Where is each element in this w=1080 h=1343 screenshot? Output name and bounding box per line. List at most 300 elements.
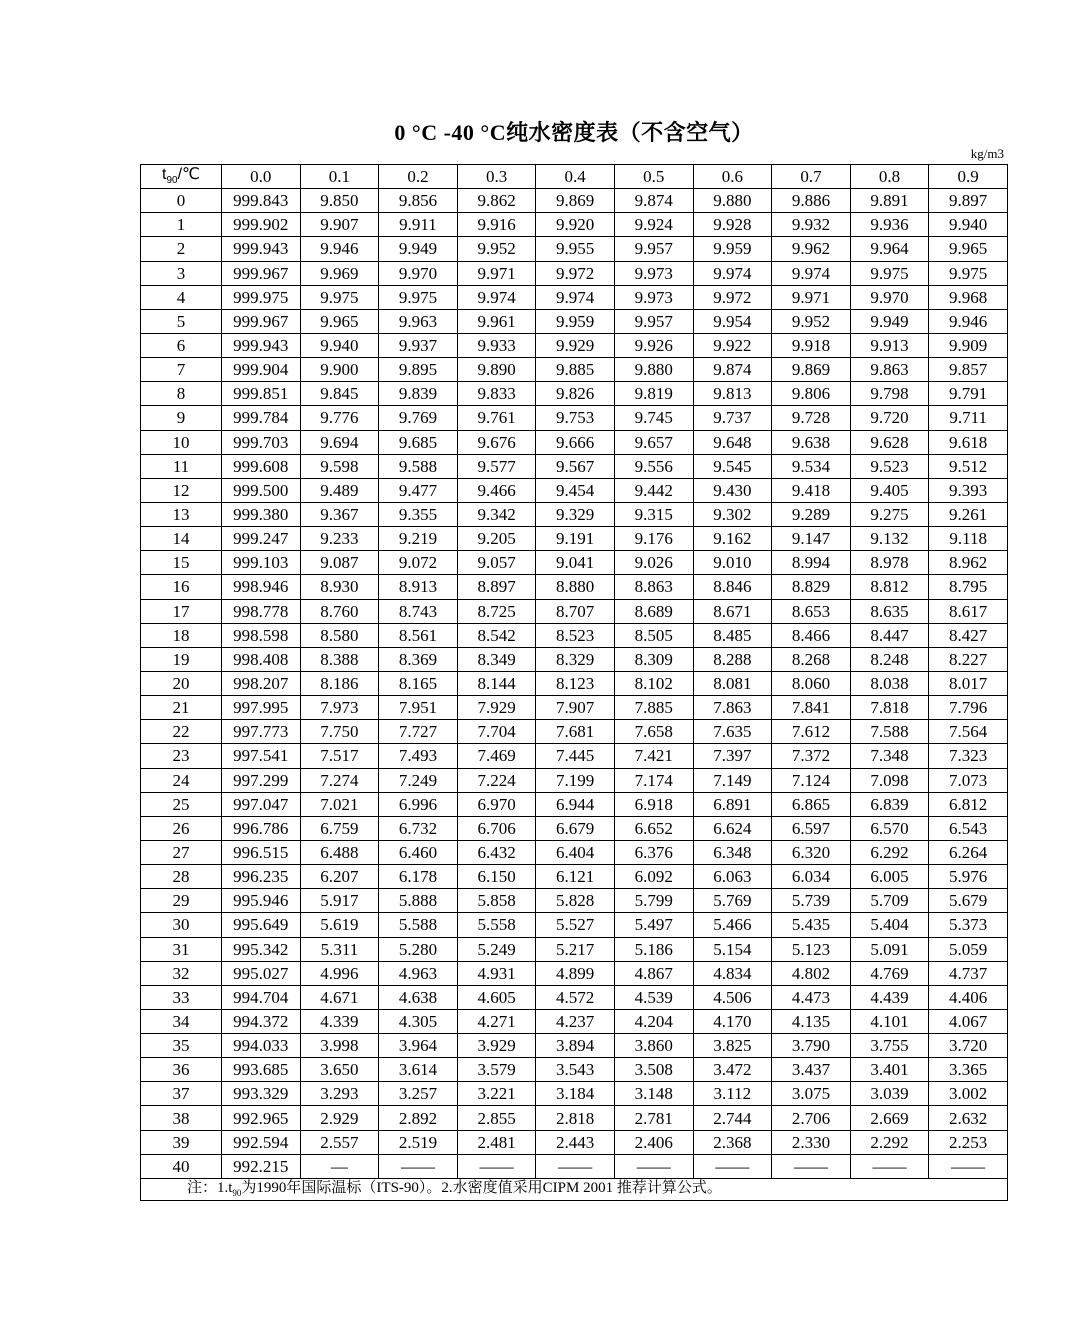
density-value-cell: 6.891 (693, 792, 772, 816)
density-value-cell: 2.557 (300, 1130, 379, 1154)
density-value-cell: 2.406 (614, 1130, 693, 1154)
density-value-cell: 9.676 (457, 430, 536, 454)
density-value-cell: 9.191 (536, 527, 615, 551)
row-temperature-cell: 29 (141, 889, 222, 913)
density-value-cell: 3.002 (929, 1082, 1008, 1106)
density-value-cell: 2.855 (457, 1106, 536, 1130)
density-value-cell: 7.658 (614, 720, 693, 744)
density-value-cell: 7.098 (850, 768, 929, 792)
density-value-cell: 7.348 (850, 744, 929, 768)
density-value-cell: 8.760 (300, 599, 379, 623)
density-value-cell: 3.293 (300, 1082, 379, 1106)
density-value-cell: 9.949 (850, 309, 929, 333)
density-value-cell: 7.021 (300, 792, 379, 816)
density-value-cell: 5.527 (536, 913, 615, 937)
table-row (141, 551, 1008, 575)
density-value-cell: 999.380 (222, 502, 301, 526)
density-value-cell: 4.101 (850, 1009, 929, 1033)
density-value-cell: 6.092 (614, 865, 693, 889)
density-value-cell: 9.880 (614, 358, 693, 382)
table-row (141, 1058, 1008, 1082)
density-value-cell: 997.047 (222, 792, 301, 816)
row-temperature-cell: 22 (141, 720, 222, 744)
density-value-cell: 9.891 (850, 189, 929, 213)
density-value-cell: 9.798 (850, 382, 929, 406)
density-value-cell: 9.556 (614, 454, 693, 478)
density-value-cell: 8.962 (929, 551, 1008, 575)
density-value-cell: 9.937 (379, 333, 458, 357)
row-temperature-cell: 11 (141, 454, 222, 478)
density-value-cell: 9.963 (379, 309, 458, 333)
row-temperature-cell: 35 (141, 1034, 222, 1058)
density-value-cell: 999.843 (222, 189, 301, 213)
density-value-cell: 5.123 (772, 937, 851, 961)
density-value-cell: 4.406 (929, 985, 1008, 1009)
density-value-cell: 5.917 (300, 889, 379, 913)
table-row (141, 527, 1008, 551)
table-row (141, 1106, 1008, 1130)
temp-subscript: 90 (166, 175, 178, 187)
density-value-cell: 7.224 (457, 768, 536, 792)
density-value-cell: 9.648 (693, 430, 772, 454)
density-value-cell: 9.489 (300, 478, 379, 502)
density-value-cell: 8.913 (379, 575, 458, 599)
table-row (141, 961, 1008, 985)
row-temperature-cell: 25 (141, 792, 222, 816)
density-value-cell: 9.926 (614, 333, 693, 357)
column-header-cell: 0.9 (929, 165, 1008, 189)
row-temperature-cell: 0 (141, 189, 222, 213)
density-value-cell: 9.890 (457, 358, 536, 382)
density-value-cell: 7.588 (850, 720, 929, 744)
density-value-cell: 8.880 (536, 575, 615, 599)
density-value-cell: 9.936 (850, 213, 929, 237)
table-row (141, 454, 1008, 478)
row-temperature-cell: 2 (141, 237, 222, 261)
density-value-cell: 8.466 (772, 623, 851, 647)
density-value-cell: 9.072 (379, 551, 458, 575)
density-value-cell: 8.248 (850, 647, 929, 671)
density-value-cell: 9.862 (457, 189, 536, 213)
density-value-cell: 2.892 (379, 1106, 458, 1130)
density-value-cell: 9.618 (929, 430, 1008, 454)
density-value-cell: 7.818 (850, 696, 929, 720)
density-value-cell: 9.737 (693, 406, 772, 430)
density-value-cell: 9.907 (300, 213, 379, 237)
density-value-cell: 2.706 (772, 1106, 851, 1130)
density-value-cell: 9.975 (300, 285, 379, 309)
density-value-cell: 4.899 (536, 961, 615, 985)
density-value-cell: 9.534 (772, 454, 851, 478)
density-value-cell: 9.972 (693, 285, 772, 309)
density-value-cell: 9.928 (693, 213, 772, 237)
density-value-cell: 7.727 (379, 720, 458, 744)
density-value-cell: 9.965 (929, 237, 1008, 261)
density-value-cell: 9.761 (457, 406, 536, 430)
density-value-cell: 7.885 (614, 696, 693, 720)
density-value-cell: 7.073 (929, 768, 1008, 792)
density-value-cell: 6.759 (300, 816, 379, 840)
row-temperature-cell: 5 (141, 309, 222, 333)
density-value-cell: 5.404 (850, 913, 929, 937)
density-value-cell: 7.249 (379, 768, 458, 792)
density-value-cell: 9.895 (379, 358, 458, 382)
density-value-cell: 7.274 (300, 768, 379, 792)
row-temperature-cell: 31 (141, 937, 222, 961)
row-temperature-cell: 19 (141, 647, 222, 671)
density-value-cell: 999.943 (222, 237, 301, 261)
density-value-cell: 995.027 (222, 961, 301, 985)
density-value-cell: 8.635 (850, 599, 929, 623)
density-value-cell: 9.961 (457, 309, 536, 333)
density-value-cell: 9.885 (536, 358, 615, 382)
row-temperature-cell: 30 (141, 913, 222, 937)
density-value-cell: 5.558 (457, 913, 536, 937)
density-value-cell: 995.946 (222, 889, 301, 913)
density-value-cell: 999.943 (222, 333, 301, 357)
density-value-cell: 9.588 (379, 454, 458, 478)
density-value-cell: 9.454 (536, 478, 615, 502)
density-value-cell: 9.769 (379, 406, 458, 430)
density-value-cell: 9.010 (693, 551, 772, 575)
density-value-cell: 8.144 (457, 671, 536, 695)
density-value-cell: 9.880 (693, 189, 772, 213)
density-value-cell: 6.207 (300, 865, 379, 889)
table-row (141, 430, 1008, 454)
table-row (141, 647, 1008, 671)
table-row (141, 816, 1008, 840)
density-value-cell: 3.039 (850, 1082, 929, 1106)
density-value-cell: 9.577 (457, 454, 536, 478)
table-row (141, 1154, 1008, 1178)
density-value-cell: 3.964 (379, 1034, 458, 1058)
row-temperature-cell: 9 (141, 406, 222, 430)
density-value-cell: 3.508 (614, 1058, 693, 1082)
density-value-cell: 9.962 (772, 237, 851, 261)
density-value-cell: —— (536, 1154, 615, 1178)
density-value-cell: 2.818 (536, 1106, 615, 1130)
density-value-cell: 7.750 (300, 720, 379, 744)
density-value-cell: 9.957 (614, 309, 693, 333)
density-value-cell: 8.795 (929, 575, 1008, 599)
density-value-cell: 3.755 (850, 1034, 929, 1058)
density-value-cell: 9.959 (536, 309, 615, 333)
density-value-cell: 8.081 (693, 671, 772, 695)
density-value-cell: 9.974 (693, 261, 772, 285)
density-value-cell: 8.617 (929, 599, 1008, 623)
density-value-cell: 9.971 (772, 285, 851, 309)
row-temperature-cell: 7 (141, 358, 222, 382)
density-value-cell: 5.311 (300, 937, 379, 961)
density-value-cell: 999.904 (222, 358, 301, 382)
density-value-cell: 9.302 (693, 502, 772, 526)
density-value-cell: —— (457, 1154, 536, 1178)
density-value-cell: 8.268 (772, 647, 851, 671)
note-row (141, 1178, 1008, 1200)
density-value-cell: 8.165 (379, 671, 458, 695)
column-header-cell: 0.2 (379, 165, 458, 189)
density-value-cell: 9.959 (693, 237, 772, 261)
density-value-cell: 7.841 (772, 696, 851, 720)
density-value-cell: 992.215 (222, 1154, 301, 1178)
density-value-cell: 996.235 (222, 865, 301, 889)
density-value-cell: 9.405 (850, 478, 929, 502)
density-value-cell: 6.679 (536, 816, 615, 840)
density-value-cell: 9.147 (772, 527, 851, 551)
table-row (141, 1034, 1008, 1058)
density-value-cell: 3.401 (850, 1058, 929, 1082)
row-temperature-cell: 12 (141, 478, 222, 502)
density-value-cell: 9.974 (772, 261, 851, 285)
density-value-cell: 4.539 (614, 985, 693, 1009)
density-value-cell: 8.388 (300, 647, 379, 671)
density-value-cell: 4.867 (614, 961, 693, 985)
row-temperature-cell: 4 (141, 285, 222, 309)
table-row (141, 333, 1008, 357)
table-row (141, 720, 1008, 744)
density-value-cell: 5.709 (850, 889, 929, 913)
table-row (141, 792, 1008, 816)
density-value-cell: 7.124 (772, 768, 851, 792)
density-value-cell: 2.632 (929, 1106, 1008, 1130)
density-value-cell: 6.918 (614, 792, 693, 816)
density-value-cell: 6.652 (614, 816, 693, 840)
density-value-cell: 9.638 (772, 430, 851, 454)
density-value-cell: 9.946 (929, 309, 1008, 333)
density-value-cell: 995.342 (222, 937, 301, 961)
density-value-cell: 5.619 (300, 913, 379, 937)
density-value-cell: 5.888 (379, 889, 458, 913)
density-value-cell: 5.799 (614, 889, 693, 913)
density-value-cell: 998.598 (222, 623, 301, 647)
density-value-cell: 9.694 (300, 430, 379, 454)
density-value-cell: 4.170 (693, 1009, 772, 1033)
density-value-cell: 6.292 (850, 840, 929, 864)
density-value-cell: 7.397 (693, 744, 772, 768)
density-value-cell: 8.038 (850, 671, 929, 695)
density-value-cell: 8.580 (300, 623, 379, 647)
table-row (141, 696, 1008, 720)
row-temperature-cell: 1 (141, 213, 222, 237)
density-value-cell: 7.174 (614, 768, 693, 792)
density-value-cell: 2.443 (536, 1130, 615, 1154)
density-value-cell: 997.299 (222, 768, 301, 792)
density-value-cell: 9.932 (772, 213, 851, 237)
table-row (141, 358, 1008, 382)
density-value-cell: 2.330 (772, 1130, 851, 1154)
density-value-cell: 9.219 (379, 527, 458, 551)
density-value-cell: 4.135 (772, 1009, 851, 1033)
density-value-cell: 9.900 (300, 358, 379, 382)
density-value-cell: 9.275 (850, 502, 929, 526)
column-header-cell: 0.3 (457, 165, 536, 189)
density-value-cell: 9.367 (300, 502, 379, 526)
density-value-cell: 999.608 (222, 454, 301, 478)
density-value-cell: 9.940 (300, 333, 379, 357)
density-value-cell: 997.995 (222, 696, 301, 720)
density-value-cell: 8.994 (772, 551, 851, 575)
density-value-cell: 9.970 (379, 261, 458, 285)
density-value-cell: 3.221 (457, 1082, 536, 1106)
density-value-cell: 9.087 (300, 551, 379, 575)
table-row (141, 623, 1008, 647)
density-value-cell: 998.946 (222, 575, 301, 599)
table-row (141, 744, 1008, 768)
density-value-cell: 9.329 (536, 502, 615, 526)
density-value-cell: 9.685 (379, 430, 458, 454)
density-value-cell: 7.445 (536, 744, 615, 768)
density-value-cell: 5.739 (772, 889, 851, 913)
density-value-cell: 9.466 (457, 478, 536, 502)
density-value-cell: 4.671 (300, 985, 379, 1009)
density-value-cell: 999.967 (222, 309, 301, 333)
row-temperature-cell: 26 (141, 816, 222, 840)
density-value-cell: 3.998 (300, 1034, 379, 1058)
table-row (141, 1130, 1008, 1154)
table-row (141, 575, 1008, 599)
table-row (141, 768, 1008, 792)
density-value-cell: 9.916 (457, 213, 536, 237)
density-value-cell: 9.952 (772, 309, 851, 333)
table-row (141, 985, 1008, 1009)
row-temperature-cell: 6 (141, 333, 222, 357)
density-value-cell: 8.288 (693, 647, 772, 671)
table-row (141, 478, 1008, 502)
density-value-cell: 5.828 (536, 889, 615, 913)
density-value-cell: 9.920 (536, 213, 615, 237)
row-temperature-cell: 20 (141, 671, 222, 695)
density-value-cell: 3.614 (379, 1058, 458, 1082)
density-value-cell: 993.329 (222, 1082, 301, 1106)
density-value-cell: 8.671 (693, 599, 772, 623)
density-value-cell: —— (772, 1154, 851, 1178)
density-value-cell: 9.850 (300, 189, 379, 213)
density-value-cell: 9.776 (300, 406, 379, 430)
density-value-cell: 2.781 (614, 1106, 693, 1130)
density-value-cell: 9.657 (614, 430, 693, 454)
density-value-cell: 9.964 (850, 237, 929, 261)
density-value-cell: 9.118 (929, 527, 1008, 551)
density-value-cell: 3.825 (693, 1034, 772, 1058)
density-value-cell: 9.567 (536, 454, 615, 478)
table-row (141, 309, 1008, 333)
density-value-cell: 992.594 (222, 1130, 301, 1154)
density-value-cell: 6.944 (536, 792, 615, 816)
footnote-prefix: 注：1.t (187, 1179, 233, 1196)
density-value-cell: 7.796 (929, 696, 1008, 720)
table-row (141, 502, 1008, 526)
column-header-cell: 0.6 (693, 165, 772, 189)
density-value-cell: 5.679 (929, 889, 1008, 913)
column-header-cell: 0.8 (850, 165, 929, 189)
density-value-cell: 9.974 (536, 285, 615, 309)
density-value-cell: 7.517 (300, 744, 379, 768)
density-value-cell: 6.034 (772, 865, 851, 889)
density-value-cell: 8.060 (772, 671, 851, 695)
density-value-cell: 994.033 (222, 1034, 301, 1058)
density-value-cell: 4.339 (300, 1009, 379, 1033)
density-value-cell: 9.975 (379, 285, 458, 309)
row-temperature-cell: 34 (141, 1009, 222, 1033)
density-value-cell: 2.669 (850, 1106, 929, 1130)
density-value-cell: 8.017 (929, 671, 1008, 695)
density-value-cell: 7.704 (457, 720, 536, 744)
row-temperature-cell: 38 (141, 1106, 222, 1130)
row-temperature-cell: 40 (141, 1154, 222, 1178)
column-header-cell: 0.7 (772, 165, 851, 189)
density-value-cell: 6.996 (379, 792, 458, 816)
density-value-cell: 9.342 (457, 502, 536, 526)
density-value-cell: 6.264 (929, 840, 1008, 864)
density-value-cell: 8.309 (614, 647, 693, 671)
density-value-cell: 5.858 (457, 889, 536, 913)
density-value-cell: 9.949 (379, 237, 458, 261)
density-value-cell: 3.579 (457, 1058, 536, 1082)
density-value-cell: —— (850, 1154, 929, 1178)
density-value-cell: 6.460 (379, 840, 458, 864)
density-value-cell: 9.974 (457, 285, 536, 309)
density-value-cell: —— (379, 1154, 458, 1178)
density-value-cell: 9.826 (536, 382, 615, 406)
density-value-cell: 5.373 (929, 913, 1008, 937)
table-row (141, 599, 1008, 623)
footnote-subscript: 90 (232, 1187, 242, 1198)
density-value-cell: 5.217 (536, 937, 615, 961)
density-value-cell: 5.186 (614, 937, 693, 961)
density-value-cell: 3.075 (772, 1082, 851, 1106)
row-temperature-cell: 3 (141, 261, 222, 285)
density-value-cell: 7.323 (929, 744, 1008, 768)
density-value-cell: 5.059 (929, 937, 1008, 961)
density-value-cell: 995.649 (222, 913, 301, 937)
density-value-cell: 9.874 (614, 189, 693, 213)
density-value-cell: 6.320 (772, 840, 851, 864)
density-value-cell: 9.972 (536, 261, 615, 285)
row-temperature-cell: 24 (141, 768, 222, 792)
table-row (141, 285, 1008, 309)
density-value-cell: 8.523 (536, 623, 615, 647)
density-value-cell: 6.543 (929, 816, 1008, 840)
density-value-cell: 2.744 (693, 1106, 772, 1130)
document-title: 0 °C -40 °C纯水密度表（不含空气） (394, 120, 754, 145)
density-value-cell: 7.612 (772, 720, 851, 744)
density-value-cell: 5.769 (693, 889, 772, 913)
density-value-cell: 3.365 (929, 1058, 1008, 1082)
density-value-cell: 6.150 (457, 865, 536, 889)
density-value-cell: 3.650 (300, 1058, 379, 1082)
density-value-cell: 8.561 (379, 623, 458, 647)
table-row (141, 237, 1008, 261)
density-value-cell: 9.162 (693, 527, 772, 551)
density-value-cell: 6.178 (379, 865, 458, 889)
density-value-cell: 5.249 (457, 937, 536, 961)
density-value-cell: 4.271 (457, 1009, 536, 1033)
density-value-cell: 999.500 (222, 478, 301, 502)
density-value-cell: 5.588 (379, 913, 458, 937)
density-value-cell: 6.706 (457, 816, 536, 840)
table-row (141, 840, 1008, 864)
density-value-cell: 9.711 (929, 406, 1008, 430)
density-value-cell: 6.570 (850, 816, 929, 840)
row-temperature-cell: 27 (141, 840, 222, 864)
density-value-cell: 992.965 (222, 1106, 301, 1130)
density-value-cell: 7.907 (536, 696, 615, 720)
density-value-cell: 9.813 (693, 382, 772, 406)
density-value-cell: 9.897 (929, 189, 1008, 213)
density-value-cell: 9.975 (850, 261, 929, 285)
density-value-cell: 4.769 (850, 961, 929, 985)
density-value-cell: 4.605 (457, 985, 536, 1009)
